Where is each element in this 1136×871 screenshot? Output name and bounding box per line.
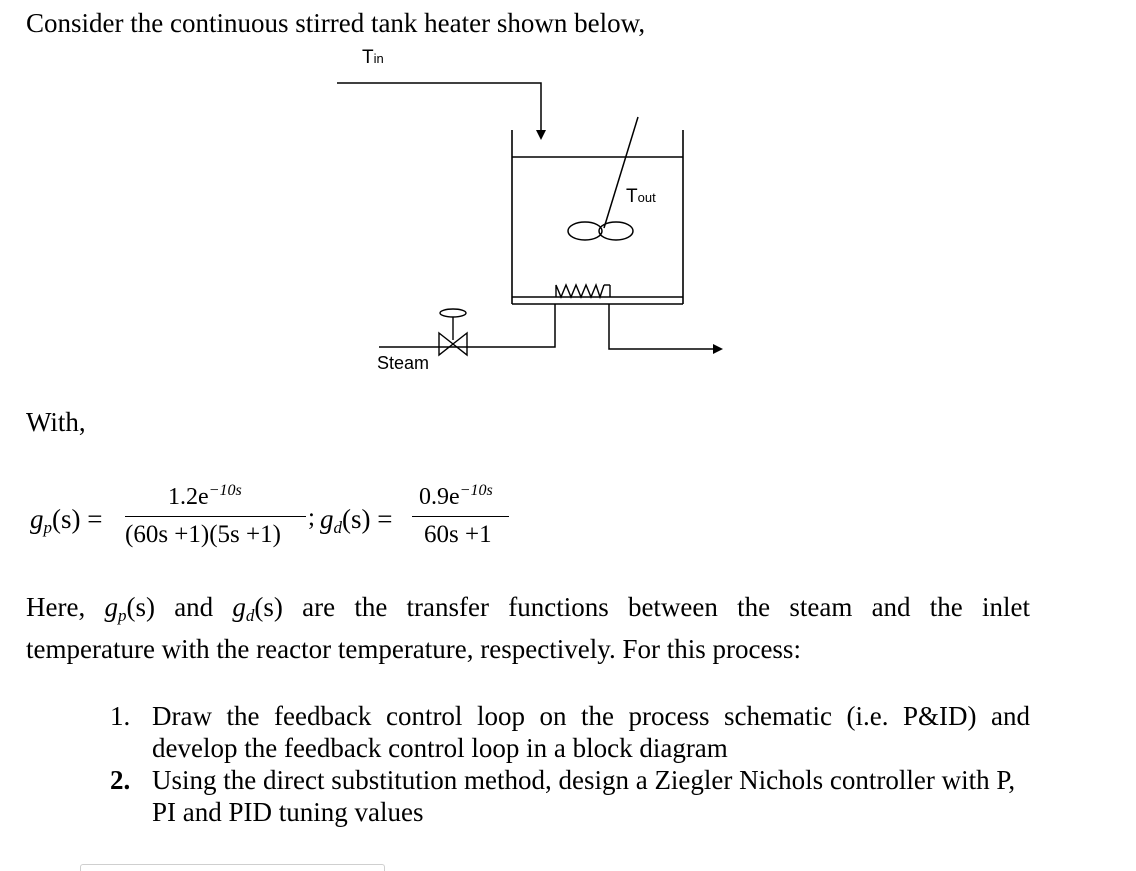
list-number: 1. — [110, 701, 131, 731]
heating-coil-icon — [556, 285, 610, 297]
list-item — [110, 700, 1030, 764]
gd-fraction-bar — [412, 516, 509, 517]
list-item — [110, 764, 1030, 828]
tank — [512, 130, 683, 304]
outlet-arrow-icon — [713, 344, 723, 354]
paragraph-line-1: Here, $g_p(s)$ and $g_d(s)$ are the transfer functions between the steam and the inlet — [26, 592, 1030, 625]
list-number: 2. — [110, 765, 131, 795]
with-text: With, — [26, 407, 86, 437]
equation-separator: ; — [308, 504, 315, 531]
gd-numerator: $0.9e^{-10s}$ — [419, 482, 493, 510]
gp-fraction-bar — [125, 516, 306, 517]
inlet-line — [337, 83, 541, 130]
outlet-line — [609, 304, 713, 349]
inlet-arrow-icon — [536, 130, 546, 140]
question-list — [110, 700, 1030, 828]
list-item-text: Using the direct substitution method, design a Ziegler Nichols controller with P, PI and PID tuning values — [152, 765, 1016, 827]
paragraph-line-2: temperature with the reactor temperature, respectively. For this process: — [26, 634, 801, 664]
list-item-text: Draw the feedback control loop on the process schematic (i.e. P&ID) and develop the feedback control loop in a block diagram — [152, 701, 1030, 763]
gp-numerator: $1.2e^{-10s}$ — [168, 482, 242, 510]
gp-lhs: $g_p(s)$ = — [30, 504, 103, 537]
tout-label: Tout — [626, 186, 656, 207]
control-valve-icon — [439, 309, 467, 355]
tin-label: Tin — [362, 47, 384, 68]
intro-text: Consider the continuous stirred tank heater shown below, — [26, 8, 646, 38]
gd-denominator: 60s +1 — [424, 521, 492, 548]
gd-lhs: $g_d(s)$ = — [320, 504, 393, 537]
steam-label: Steam — [377, 353, 430, 373]
gp-denominator: (60s +1)(5s +1) — [125, 521, 281, 548]
agitator-icon — [568, 117, 638, 240]
